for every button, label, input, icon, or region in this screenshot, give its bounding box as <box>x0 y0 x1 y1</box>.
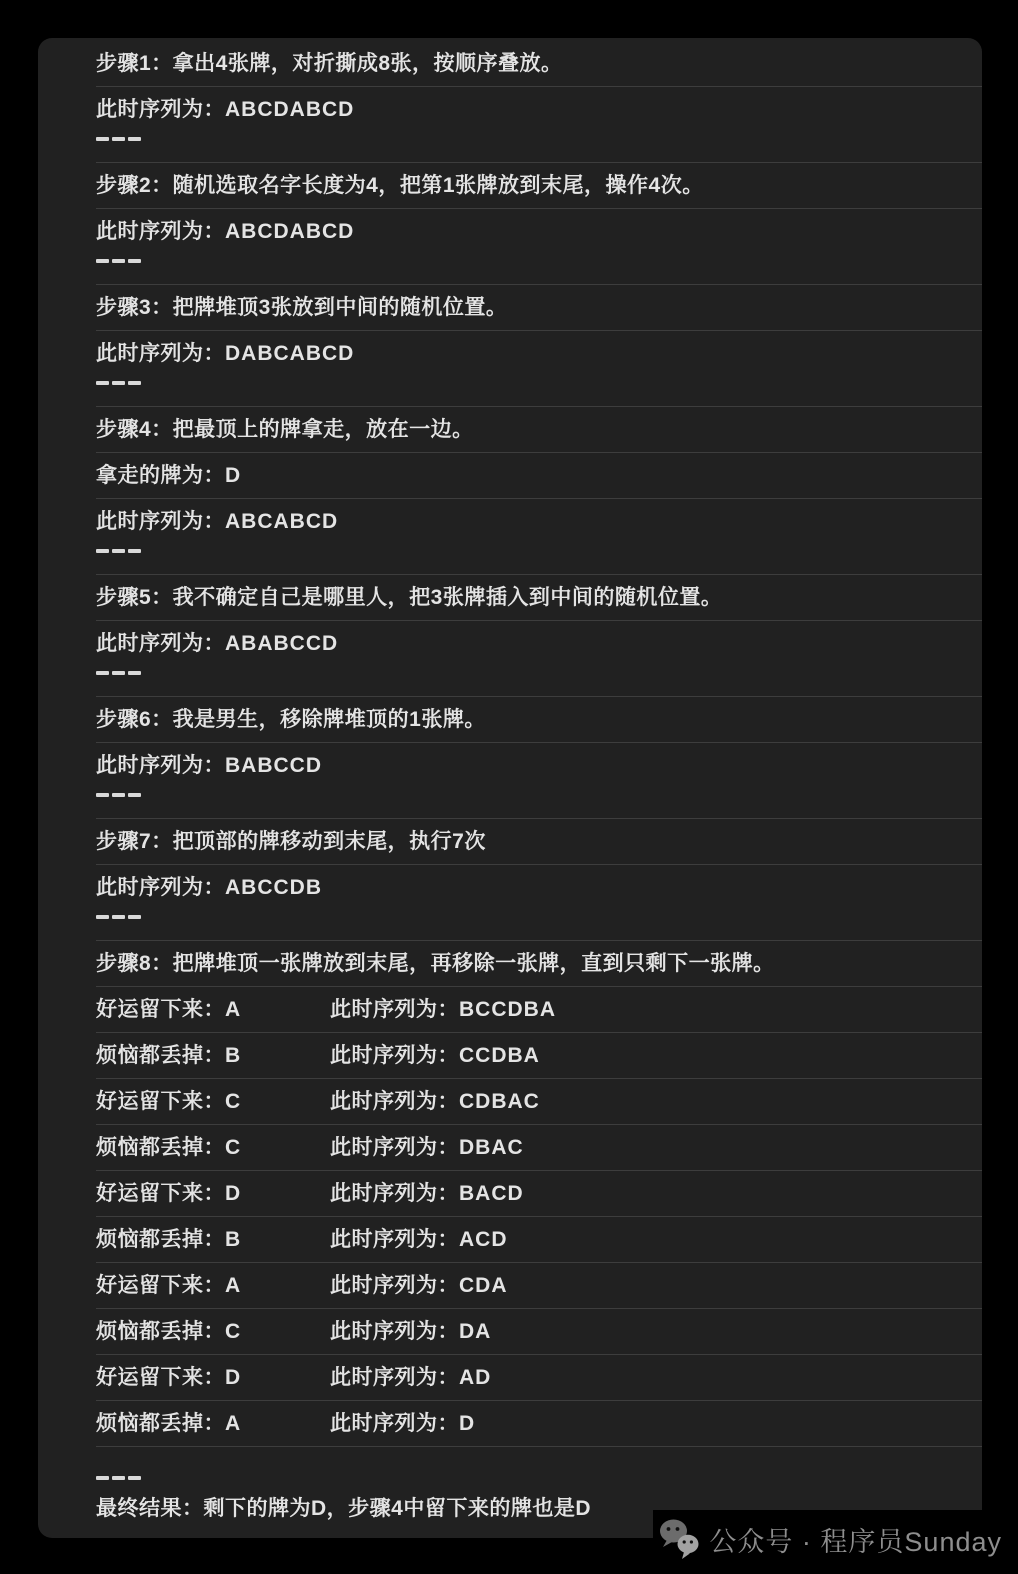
dash-bar <box>128 1476 141 1480</box>
sequence-value: BACD <box>459 1182 524 1205</box>
dash-bar <box>112 671 125 675</box>
keep-discard-label: 好运留下来： <box>96 1182 225 1205</box>
sequence-value: ABABCCD <box>225 632 339 655</box>
sequence-label: 此时序列为： <box>96 876 225 899</box>
step-description-row <box>96 407 982 453</box>
sequence-value: BCCDBA <box>459 998 556 1021</box>
dash-bar <box>128 259 141 263</box>
result-pair-row <box>96 1125 982 1171</box>
card-value: A <box>225 1412 242 1435</box>
sequence-value: ABCABCD <box>225 510 339 533</box>
sequence-value: DA <box>459 1320 492 1343</box>
step-description-row <box>96 38 982 87</box>
dash-separator <box>96 1470 982 1486</box>
taken-card-label: 拿走的牌为： <box>96 464 225 487</box>
sequence-line <box>96 219 982 244</box>
dash-separator <box>96 665 982 681</box>
dash-separator <box>96 131 982 147</box>
keep-discard-cell <box>96 1273 330 1298</box>
sequence-row <box>96 743 982 819</box>
card-value: D <box>225 1182 242 1205</box>
sequence-label: 此时序列为： <box>330 1320 459 1343</box>
sequence-line <box>96 341 982 366</box>
sequence-line <box>96 631 982 656</box>
card-value: C <box>225 1090 242 1113</box>
dash-bar <box>96 671 109 675</box>
sequence-line <box>96 753 982 778</box>
dash-separator <box>96 253 982 269</box>
sequence-cell <box>330 1227 508 1252</box>
keep-discard-cell <box>96 1043 330 1068</box>
keep-discard-cell <box>96 1365 330 1390</box>
sequence-row <box>96 331 982 407</box>
keep-discard-cell <box>96 997 330 1022</box>
dash-separator <box>96 543 982 559</box>
sequence-label: 此时序列为： <box>96 342 225 365</box>
step-description-row <box>96 819 982 865</box>
step-description-row <box>96 163 982 209</box>
sequence-cell <box>330 1273 508 1298</box>
keep-discard-cell <box>96 1411 330 1436</box>
sequence-row <box>96 499 982 575</box>
card-value: A <box>225 1274 242 1297</box>
sequence-cell <box>330 1319 491 1344</box>
keep-discard-label: 好运留下来： <box>96 998 225 1021</box>
dash-separator <box>96 375 982 391</box>
card-value: B <box>225 1228 242 1251</box>
sequence-line <box>96 509 982 534</box>
sequence-label: 此时序列为： <box>330 1274 459 1297</box>
sequence-label: 此时序列为： <box>330 1044 459 1067</box>
sequence-cell <box>330 1181 524 1206</box>
sequence-value: BABCCD <box>225 754 322 777</box>
sequence-label: 此时序列为： <box>330 1366 459 1389</box>
keep-discard-label: 烦恼都丢掉： <box>96 1412 225 1435</box>
keep-discard-label: 好运留下来： <box>96 1090 225 1113</box>
taken-card-value: D <box>225 464 242 487</box>
sequence-row <box>96 209 982 285</box>
rows-container <box>96 38 982 1538</box>
dash-bar <box>96 1476 109 1480</box>
keep-discard-label: 好运留下来： <box>96 1366 225 1389</box>
sequence-row <box>96 87 982 163</box>
result-pair-row <box>96 1171 982 1217</box>
keep-discard-label: 烦恼都丢掉： <box>96 1228 225 1251</box>
dash-bar <box>128 381 141 385</box>
card-value: C <box>225 1320 242 1343</box>
dash-bar <box>112 381 125 385</box>
dash-bar <box>128 671 141 675</box>
sequence-value: AD <box>459 1366 492 1389</box>
dash-bar <box>96 137 109 141</box>
dash-bar <box>128 793 141 797</box>
keep-discard-label: 烦恼都丢掉： <box>96 1136 225 1159</box>
dash-bar <box>96 915 109 919</box>
sequence-value: DABCABCD <box>225 342 355 365</box>
sequence-row <box>96 865 982 941</box>
step-text: 步骤5：我不确定自己是哪里人，把3张牌插入到中间的随机位置。 <box>96 586 723 609</box>
sequence-cell <box>330 1411 475 1436</box>
sequence-value: ABCDABCD <box>225 220 355 243</box>
step-description-row <box>96 697 982 743</box>
sequence-label: 此时序列为： <box>330 1228 459 1251</box>
keep-discard-cell <box>96 1135 330 1160</box>
card-value: C <box>225 1136 242 1159</box>
sequence-cell <box>330 1043 540 1068</box>
dash-bar <box>128 915 141 919</box>
card-value: B <box>225 1044 242 1067</box>
watermark-text: 公众号 · 程序员Sunday <box>709 1526 1002 1557</box>
sequence-label: 此时序列为： <box>330 1136 459 1159</box>
step-text: 步骤8：把牌堆顶一张牌放到末尾，再移除一张牌，直到只剩下一张牌。 <box>96 952 775 975</box>
keep-discard-label: 烦恼都丢掉： <box>96 1044 225 1067</box>
sequence-label: 此时序列为： <box>330 1182 459 1205</box>
dash-bar <box>112 259 125 263</box>
keep-discard-cell <box>96 1319 330 1344</box>
dash-bar <box>128 549 141 553</box>
keep-discard-cell <box>96 1089 330 1114</box>
sequence-value: CDA <box>459 1274 508 1297</box>
result-pair-row <box>96 987 982 1033</box>
sequence-label: 此时序列为： <box>96 98 225 121</box>
keep-discard-label: 烦恼都丢掉： <box>96 1320 225 1343</box>
step-text: 步骤2：随机选取名字长度为4，把第1张牌放到末尾，操作4次。 <box>96 174 704 197</box>
sequence-value: ACD <box>459 1228 508 1251</box>
keep-discard-cell <box>96 1181 330 1206</box>
sequence-row <box>96 621 982 697</box>
sequence-line <box>96 875 982 900</box>
sequence-label: 此时序列为： <box>330 1412 459 1435</box>
sequence-value: CDBAC <box>459 1090 540 1113</box>
sequence-cell <box>330 1135 524 1160</box>
dash-bar <box>112 793 125 797</box>
sequence-cell <box>330 997 556 1022</box>
wechat-icon <box>659 1518 701 1564</box>
sequence-value: ABCCDB <box>225 876 322 899</box>
dash-separator <box>96 909 982 925</box>
sequence-line <box>96 97 982 122</box>
step-text: 步骤4：把最顶上的牌拿走，放在一边。 <box>96 418 474 441</box>
dash-bar <box>112 915 125 919</box>
step-description-row <box>96 941 982 987</box>
final-result-text: 最终结果：剩下的牌为D，步骤4中留下来的牌也是D <box>96 1497 592 1520</box>
dash-bar <box>96 259 109 263</box>
keep-discard-cell <box>96 1227 330 1252</box>
dash-bar <box>96 549 109 553</box>
sequence-label: 此时序列为： <box>330 1090 459 1113</box>
result-pair-row <box>96 1217 982 1263</box>
step-description-row <box>96 285 982 331</box>
sequence-value: ABCDABCD <box>225 98 355 121</box>
sequence-label: 此时序列为： <box>96 754 225 777</box>
step-text: 步骤3：把牌堆顶3张放到中间的随机位置。 <box>96 296 508 319</box>
sequence-label: 此时序列为： <box>330 998 459 1021</box>
sequence-label: 此时序列为： <box>96 220 225 243</box>
output-panel <box>38 38 982 1538</box>
step-text: 步骤6：我是男生，移除牌堆顶的1张牌。 <box>96 708 486 731</box>
sequence-value: CCDBA <box>459 1044 540 1067</box>
taken-card-row <box>96 453 982 499</box>
result-pair-row <box>96 1263 982 1309</box>
result-pair-row <box>96 1401 982 1447</box>
sequence-cell <box>330 1089 540 1114</box>
sequence-label: 此时序列为： <box>96 510 225 533</box>
result-pair-row <box>96 1355 982 1401</box>
dash-bar <box>128 137 141 141</box>
dash-separator <box>96 787 982 803</box>
dash-bar <box>112 549 125 553</box>
result-pair-row <box>96 1033 982 1079</box>
dash-bar <box>96 793 109 797</box>
sequence-cell <box>330 1365 491 1390</box>
result-pair-row <box>96 1309 982 1355</box>
sequence-value: DBAC <box>459 1136 524 1159</box>
keep-discard-label: 好运留下来： <box>96 1274 225 1297</box>
sequence-value: D <box>459 1412 476 1435</box>
result-pair-row <box>96 1079 982 1125</box>
card-value: D <box>225 1366 242 1389</box>
sequence-label: 此时序列为： <box>96 632 225 655</box>
dash-bar <box>112 1476 125 1480</box>
step-description-row <box>96 575 982 621</box>
step-text: 步骤7：把顶部的牌移动到末尾，执行7次 <box>96 830 486 853</box>
dash-bar <box>112 137 125 141</box>
dash-bar <box>96 381 109 385</box>
watermark <box>653 1510 1018 1574</box>
step-text: 步骤1：拿出4张牌，对折撕成8张，按顺序叠放。 <box>96 52 563 75</box>
card-value: A <box>225 998 242 1021</box>
